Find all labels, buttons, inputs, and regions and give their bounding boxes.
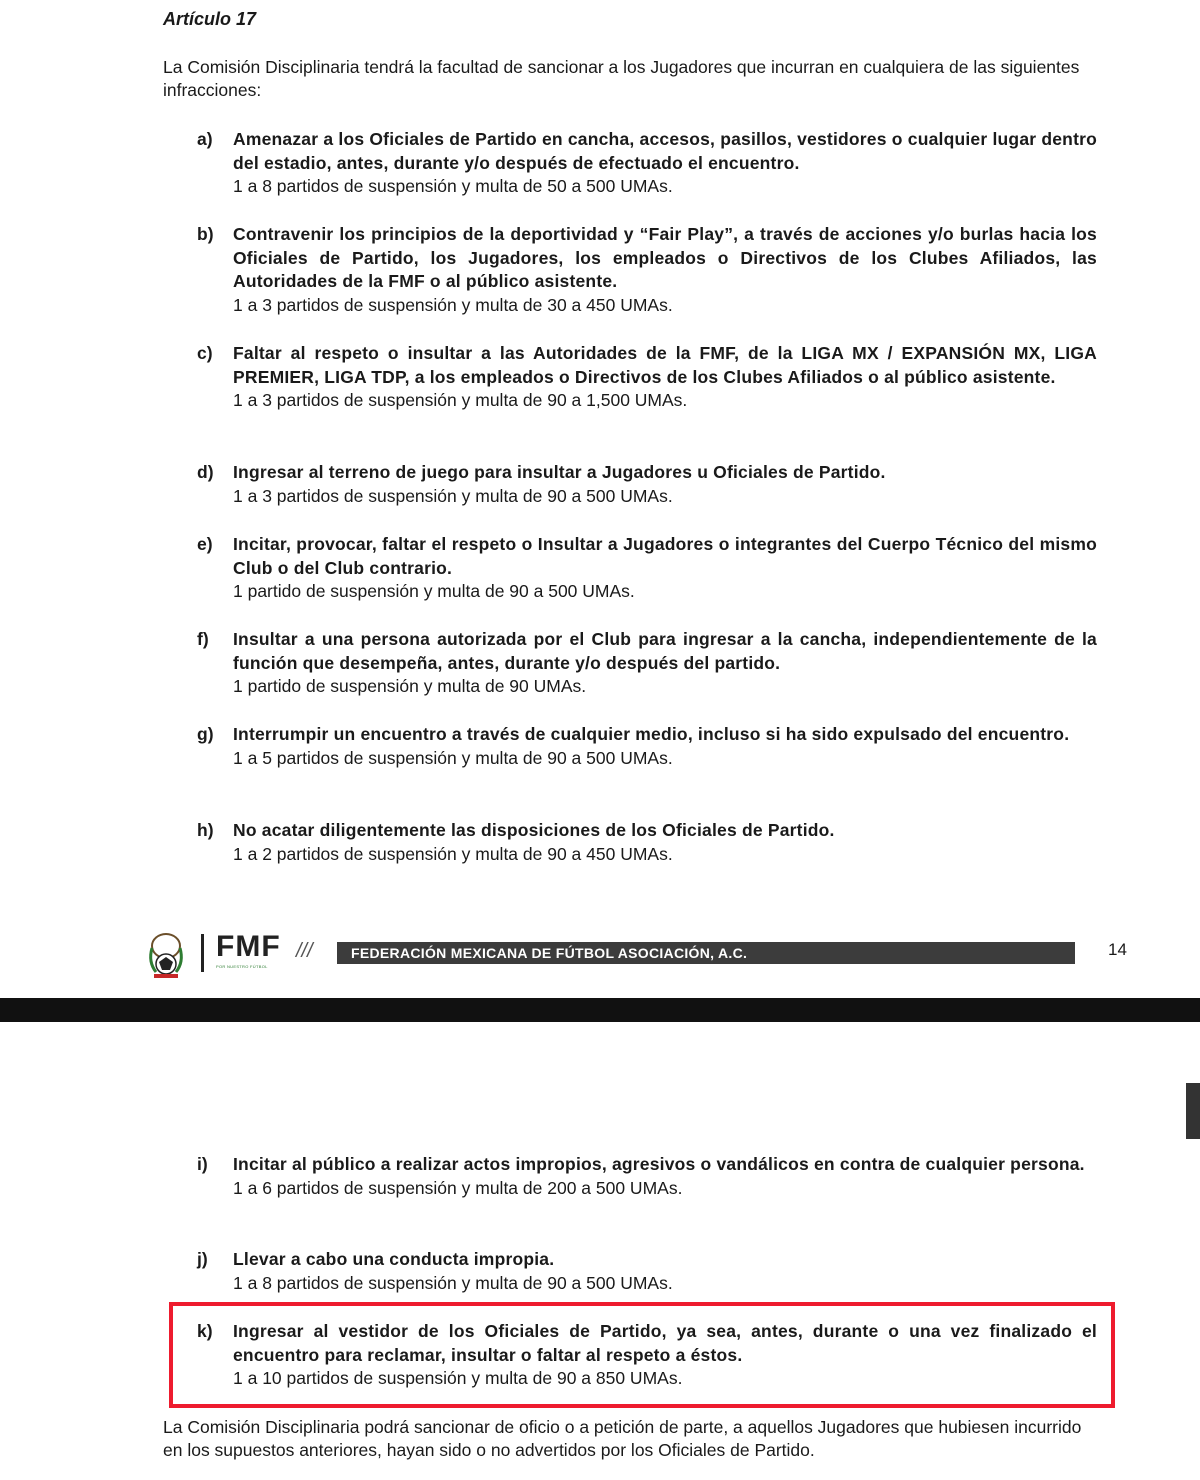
item-letter: e) [197,534,213,554]
item-penalty: 1 a 3 partidos de suspensión y multa de 90 a 1,500 UMAs. [233,390,688,410]
item-description: Insultar a una persona autorizada por el Club para ingresar a la cancha, independientemente de la función que desempeña, antes, durante y/o después del partido. [233,629,1097,673]
item-description: Incitar, provocar, faltar el respeto o Insultar a Jugadores o integrantes del Cuerpo Técnico del mismo Club o del Club contrario. [233,534,1097,578]
item-letter: f) [197,629,209,649]
item-penalty: 1 a 6 partidos de suspensión y multa de 200 a 500 UMAs. [233,1177,683,1198]
item-letter: g) [197,724,214,744]
infraction-item-b [197,223,1097,317]
item-penalty: 1 a 8 partidos de suspensión y multa de 50 a 500 UMAs. [233,176,673,196]
fmf-crest-icon [142,926,190,982]
infraction-item-h [197,819,1097,866]
item-description: Incitar al público a realizar actos impropios, agresivos o vandálicos en contra de cualquier persona. [233,1154,1085,1174]
page-number: 14 [1108,940,1127,959]
infraction-item-f [197,628,1097,699]
item-description: Interrumpir un encuentro a través de cualquier medio, incluso si ha sido expulsado del encuentro. [233,724,1070,744]
page-separator [0,998,1200,1022]
item-penalty: 1 a 3 partidos de suspensión y multa de 90 a 500 UMAs. [233,485,673,506]
item-description: Llevar a cabo una conducta impropia. [233,1249,555,1269]
article-title: Artículo 17 [163,9,257,29]
article-intro: La Comisión Disciplinaria tendrá la facultad de sancionar a los Jugadores que incurran en cualquiera de las siguientes infracciones: [163,57,1080,100]
item-letter: k) [197,1321,213,1341]
infraction-item-a [197,128,1097,199]
infraction-item-i [197,1153,1097,1200]
item-penalty: 1 partido de suspensión y multa de 90 a 500 UMAs. [233,581,635,601]
item-description: Ingresar al vestidor de los Oficiales de Partido, ya sea, antes, durante o una vez finalizado el encuentro para reclamar, insultar o faltar al respeto a éstos. [233,1321,1097,1365]
footer-divider [201,934,204,972]
item-description: Ingresar al terreno de juego para insultar a Jugadores u Oficiales de Partido. [233,462,886,482]
closing-paragraph: La Comisión Disciplinaria podrá sancionar de oficio o a petición de parte, a aquellos Jugadores que hubiesen incurrido en los supuestos anteriores, hayan sido o no advertidos por los Oficiales de Partido. [163,1417,1082,1460]
item-penalty: 1 partido de suspensión y multa de 90 UMAs. [233,676,587,696]
item-description: No acatar diligentemente las disposiciones de los Oficiales de Partido. [233,820,835,840]
infraction-item-g [197,723,1097,770]
infraction-item-d [197,461,1097,508]
item-penalty: 1 a 2 partidos de suspensión y multa de 90 a 450 UMAs. [233,843,673,864]
item-letter: h) [197,820,214,840]
item-letter: a) [197,129,213,149]
infraction-item-c [197,342,1097,413]
item-letter: c) [197,343,213,363]
item-letter: i) [197,1154,208,1174]
item-letter: j) [197,1249,208,1269]
infraction-item-j [197,1248,1097,1295]
item-penalty: 1 a 10 partidos de suspensión y multa de 90 a 850 UMAs. [233,1368,683,1388]
infraction-item-k [197,1320,1097,1391]
page-footer [0,920,1200,980]
federation-banner: FEDERACIÓN MEXICANA DE FÚTBOL ASOCIACIÓN, A.C. [337,942,1075,964]
infraction-item-e [197,533,1097,604]
footer-slashes: /// [296,940,313,962]
item-description: Contravenir los principios de la deportividad y “Fair Play”, a través de acciones y/o burlas hacia los Oficiales de Partido, los Jugadores, los empleados o Directivos de los Clubes Afiliados, las Autoridades de la FMF o al público asistente. [233,224,1097,291]
item-letter: b) [197,224,214,244]
fmf-logo: FMF [216,930,281,963]
fmf-tagline: POR NUESTRO FÚTBOL [216,964,268,969]
item-letter: d) [197,462,214,482]
item-description: Amenazar a los Oficiales de Partido en cancha, accesos, pasillos, vestidores o cualquier lugar dentro del estadio, antes, durante y/o después de efectuado el encuentro. [233,129,1097,173]
item-penalty: 1 a 8 partidos de suspensión y multa de 90 a 500 UMAs. [233,1272,673,1293]
item-penalty: 1 a 5 partidos de suspensión y multa de 90 a 500 UMAs. [233,747,673,768]
item-description: Faltar al respeto o insultar a las Autoridades de la FMF, de la LIGA MX / EXPANSIÓN MX, LIGA PREMIER, LIGA TDP, a los empleados o Directivos de los Clubes Afiliados o al público asistente. [233,343,1097,387]
item-penalty: 1 a 3 partidos de suspensión y multa de 30 a 450 UMAs. [233,294,673,315]
